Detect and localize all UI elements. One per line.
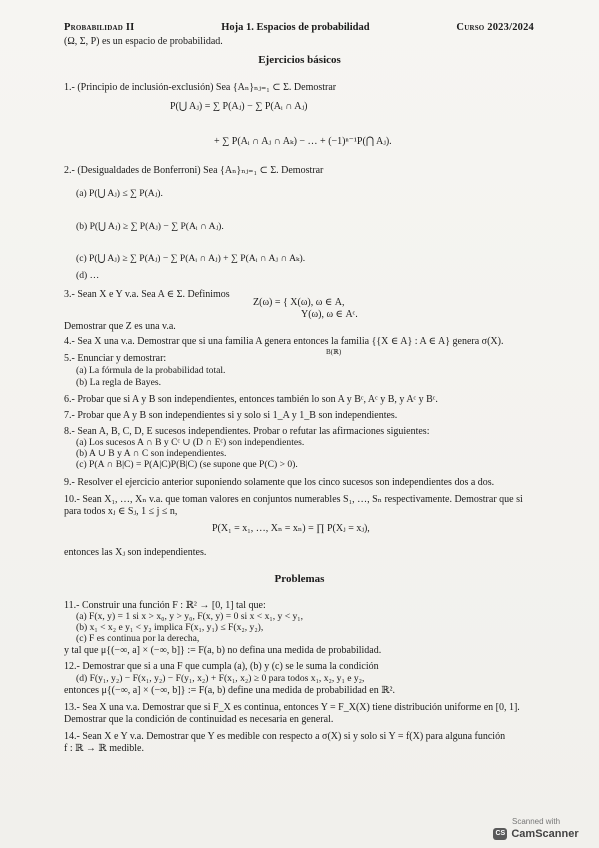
exercise-2a: (a) P(⋃ Aⱼ) ≤ ∑ P(Aⱼ).: [76, 188, 163, 199]
exercise-1-formula-2: + ∑ P(Aᵢ ∩ Aⱼ ∩ Aₖ) − … + (−1)ⁿ⁻¹P(⋂ Aⱼ).: [214, 136, 392, 147]
scanner-watermark: [491, 817, 581, 840]
problem-13b: Demostrar que la condición de continuidad es necesaria en general.: [64, 714, 334, 725]
exercise-2d: (d) …: [76, 270, 100, 281]
exercise-4: 4.- Sea X una v.a. Demostrar que si una familia A genera entonces la familia {{X ∈ A} : A ∈ A} genera σ(X).: [64, 336, 504, 347]
problem-13: 13.- Sea X una v.a. Demostrar que si F_X es continua, entonces Y = F_X(X) tiene distribución uniforme en [0, 1].: [64, 702, 520, 713]
problem-11a: (a) F(x, y) = 1 si x > x₀, y > y₀, F(x, y) = 0 si x < x₁, y < y₁,: [76, 611, 304, 622]
exercise-1-formula-1: P(⋃ Aⱼ) = ∑ P(Aⱼ) − ∑ P(Aᵢ ∩ Aⱼ): [170, 101, 308, 112]
exercise-8c: (c) P(A ∩ B|C) = P(A|C)P(B|C) (se supone que P(C) > 0).: [76, 459, 298, 470]
section-basic: Ejercicios básicos: [258, 54, 341, 66]
scanner-brand: [491, 828, 581, 840]
exercise-2b: (b) P(⋃ Aⱼ) ≥ ∑ P(Aⱼ) − ∑ P(Aᵢ ∩ Aⱼ).: [76, 221, 224, 232]
problem-11d: y tal que μ{(−∞, a] × (−∞, b]} := F(a, b) no defina una medida de probabilidad.: [64, 645, 382, 656]
problem-11: 11.- Construir una función F : ℝ² → [0, 1] tal que:: [64, 600, 266, 611]
exercise-10b: para todos xⱼ ∈ Sⱼ, 1 ≤ j ≤ n,: [64, 506, 178, 517]
exercise-3: 3.- Sean X e Y v.a. Sea A ∈ Σ. Definimos: [64, 289, 230, 300]
exercise-2: 2.- (Desigualdades de Bonferroni) Sea {Aₙ}ₙⱼ₌₁ ⊂ Σ. Demostrar: [64, 165, 324, 176]
problem-14: 14.- Sean X e Y v.a. Demostrar que Y es medible con respecto a σ(X) si y solo si Y = f(X) para alguna función: [64, 731, 506, 742]
exercise-10-formula: P(X₁ = x₁, …, Xₙ = xₙ) = ∏ P(Xⱼ = xⱼ),: [212, 523, 370, 534]
exercise-6: 6.- Probar que si A y B son independientes, entonces también lo son A y Bᶜ, Aᶜ y B, y Aᶜ y Bᶜ.: [64, 394, 438, 405]
camscanner-logo-icon: CS: [493, 828, 507, 840]
problem-12d: (d) F(y₁, y₂) − F(x₁, y₂) − F(y₁, x₂) + F(x₁, x₂) ≥ 0 para todos x₁, x₂, y₁ e y₂,: [76, 673, 365, 684]
course-year: Curso 2023/2024: [456, 22, 534, 33]
exercise-10: 10.- Sean X₁, …, Xₙ v.a. que toman valores en conjuntos numerables S₁, …, Sₙ respectivamente. Demostrar que si: [64, 494, 523, 505]
sheet-title: Hoja 1. Espacios de probabilidad: [221, 22, 370, 33]
problem-11b: (b) x₁ < x₂ e y₁ < y₂ implica F(x₁, y₁) ≤ F(x₂, y₂),: [76, 622, 264, 633]
handwritten-note: B(ℝ): [326, 348, 342, 356]
exercise-8a: (a) Los sucesos A ∩ B y Cᶜ ∪ (D ∩ Eᶜ) son independientes.: [76, 437, 305, 448]
page-header: [64, 22, 534, 33]
exercise-3b: Demostrar que Z es una v.a.: [64, 321, 176, 332]
exercise-3-formula-1: Z(ω) = { X(ω), ω ∈ A,: [253, 297, 345, 308]
subtitle: (Ω, Σ, P) es un espacio de probabilidad.: [64, 36, 223, 47]
exercise-9: 9.- Resolver el ejercicio anterior suponiendo solamente que los cinco sucesos son independientes dos a dos.: [64, 477, 495, 488]
exercise-5a: (a) La fórmula de la probabilidad total.: [76, 365, 226, 376]
exercise-2c: (c) P(⋃ Aⱼ) ≥ ∑ P(Aⱼ) − ∑ P(Aᵢ ∩ Aⱼ) + ∑ P(Aᵢ ∩ Aⱼ ∩ Aₖ).: [76, 253, 306, 264]
exercise-5: 5.- Enunciar y demostrar:: [64, 353, 167, 364]
exercise-3-formula-2: Y(ω), ω ∈ Aᶜ.: [301, 309, 358, 320]
exercise-7: 7.- Probar que A y B son independientes si y solo si 1_A y 1_B son independientes.: [64, 410, 398, 421]
exercise-8b: (b) A ∪ B y A ∩ C son independientes.: [76, 448, 227, 459]
scanner-brand-name: CamScanner: [511, 828, 579, 840]
exercise-1: 1.- (Principio de inclusión-exclusión) Sea {Aₙ}ₙⱼ₌₁ ⊂ Σ. Demostrar: [64, 82, 337, 93]
scanner-caption: Scanned with: [511, 817, 561, 826]
course-name: Probabilidad II: [64, 22, 135, 33]
exercise-5b: (b) La regla de Bayes.: [76, 377, 161, 388]
section-problems: Problemas: [274, 573, 325, 585]
exercise-10c: entonces las Xⱼ son independientes.: [64, 547, 207, 558]
problem-11c: (c) F es continua por la derecha,: [76, 633, 200, 644]
problem-12b: entonces μ{(−∞, a] × (−∞, b]} := F(a, b) define una medida de probabilidad en ℝ².: [64, 685, 396, 696]
exercise-8: 8.- Sean A, B, C, D, E sucesos independientes. Probar o refutar las afirmaciones siguientes:: [64, 426, 430, 437]
problem-14b: f : ℝ → ℝ medible.: [64, 743, 144, 754]
problem-12: 12.- Demostrar que si a una F que cumpla (a), (b) y (c) se le suma la condición: [64, 661, 379, 672]
